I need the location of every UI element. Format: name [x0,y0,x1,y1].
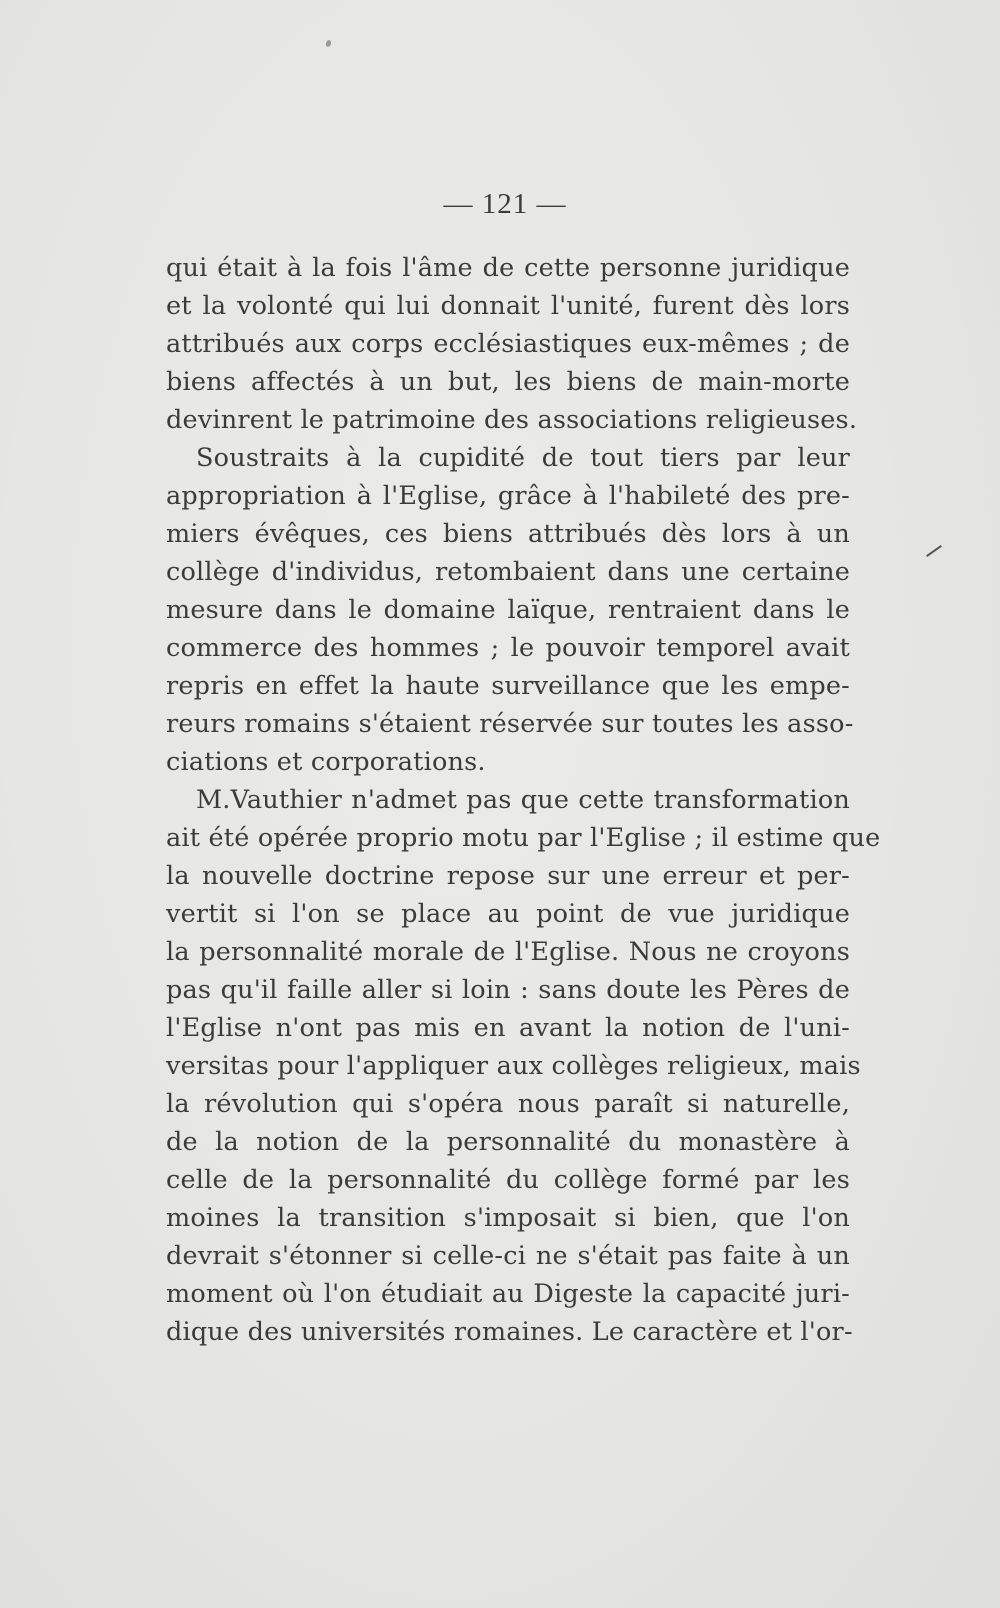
text-line: devinrent le patrimoine des associations religieuses. [166,405,858,435]
text-line: ait été opérée proprio motu par l'Eglise ; il estime que [166,823,881,853]
ink-speck [325,39,332,47]
text-line: biens affectés à un but, les biens de main-morte [166,367,850,397]
text-line: Soustraits à la cupidité de tout tiers par leur [196,443,850,473]
text-line: et la volonté qui lui donnait l'unité, furent dès lors [166,291,850,321]
text-line: la nouvelle doctrine repose sur une erreur et per- [166,861,850,891]
text-line: dique des universités romaines. Le caractère et l'or- [166,1317,853,1347]
text-line: moment où l'on étudiait au Digeste la capacité juri- [166,1279,850,1309]
text-line: l'Eglise n'ont pas mis en avant la notion de l'uni- [166,1013,850,1043]
text-line: appropriation à l'Eglise, grâce à l'habileté des pre- [166,481,850,511]
text-line: la personnalité morale de l'Eglise. Nous ne croyons [166,937,850,967]
text-line: la révolution qui s'opéra nous paraît si naturelle, [166,1089,850,1119]
text-line: collège d'individus, retombaient dans une certaine [166,557,850,587]
text-line: devrait s'étonner si celle-ci ne s'était pas faite à un [166,1241,850,1271]
text-line: celle de la personnalité du collège formé par les [166,1165,850,1195]
text-line: commerce des hommes ; le pouvoir temporel avait [166,633,850,663]
text-line: de la notion de la personnalité du monastère à [166,1127,850,1157]
text-line: pas qu'il faille aller si loin : sans doute les Pères de [166,975,850,1005]
text-line: qui était à la fois l'âme de cette personne juridique [166,253,850,283]
text-line: repris en effet la haute surveillance que les empe- [166,671,850,701]
text-line: attribués aux corps ecclésiastiques eux-mêmes ; de [166,329,850,359]
page-number: — 121 — [443,188,567,220]
margin-pencil-mark [926,545,942,557]
body-text [166,249,881,1351]
text-line: miers évêques, ces biens attribués dès lors à un [166,519,850,549]
text-line: M.Vauthier n'admet pas que cette transformation [196,785,850,815]
text-line: ciations et corporations. [166,747,486,777]
text-line: vertit si l'on se place au point de vue juridique [166,899,850,929]
text-line: mesure dans le domaine laïque, rentraient dans le [166,595,850,625]
text-line: moines la transition s'imposait si bien, que l'on [166,1203,850,1233]
text-line: versitas pour l'appliquer aux collèges religieux, mais [166,1051,861,1081]
text-line: reurs romains s'étaient réservée sur toutes les asso- [166,709,854,739]
